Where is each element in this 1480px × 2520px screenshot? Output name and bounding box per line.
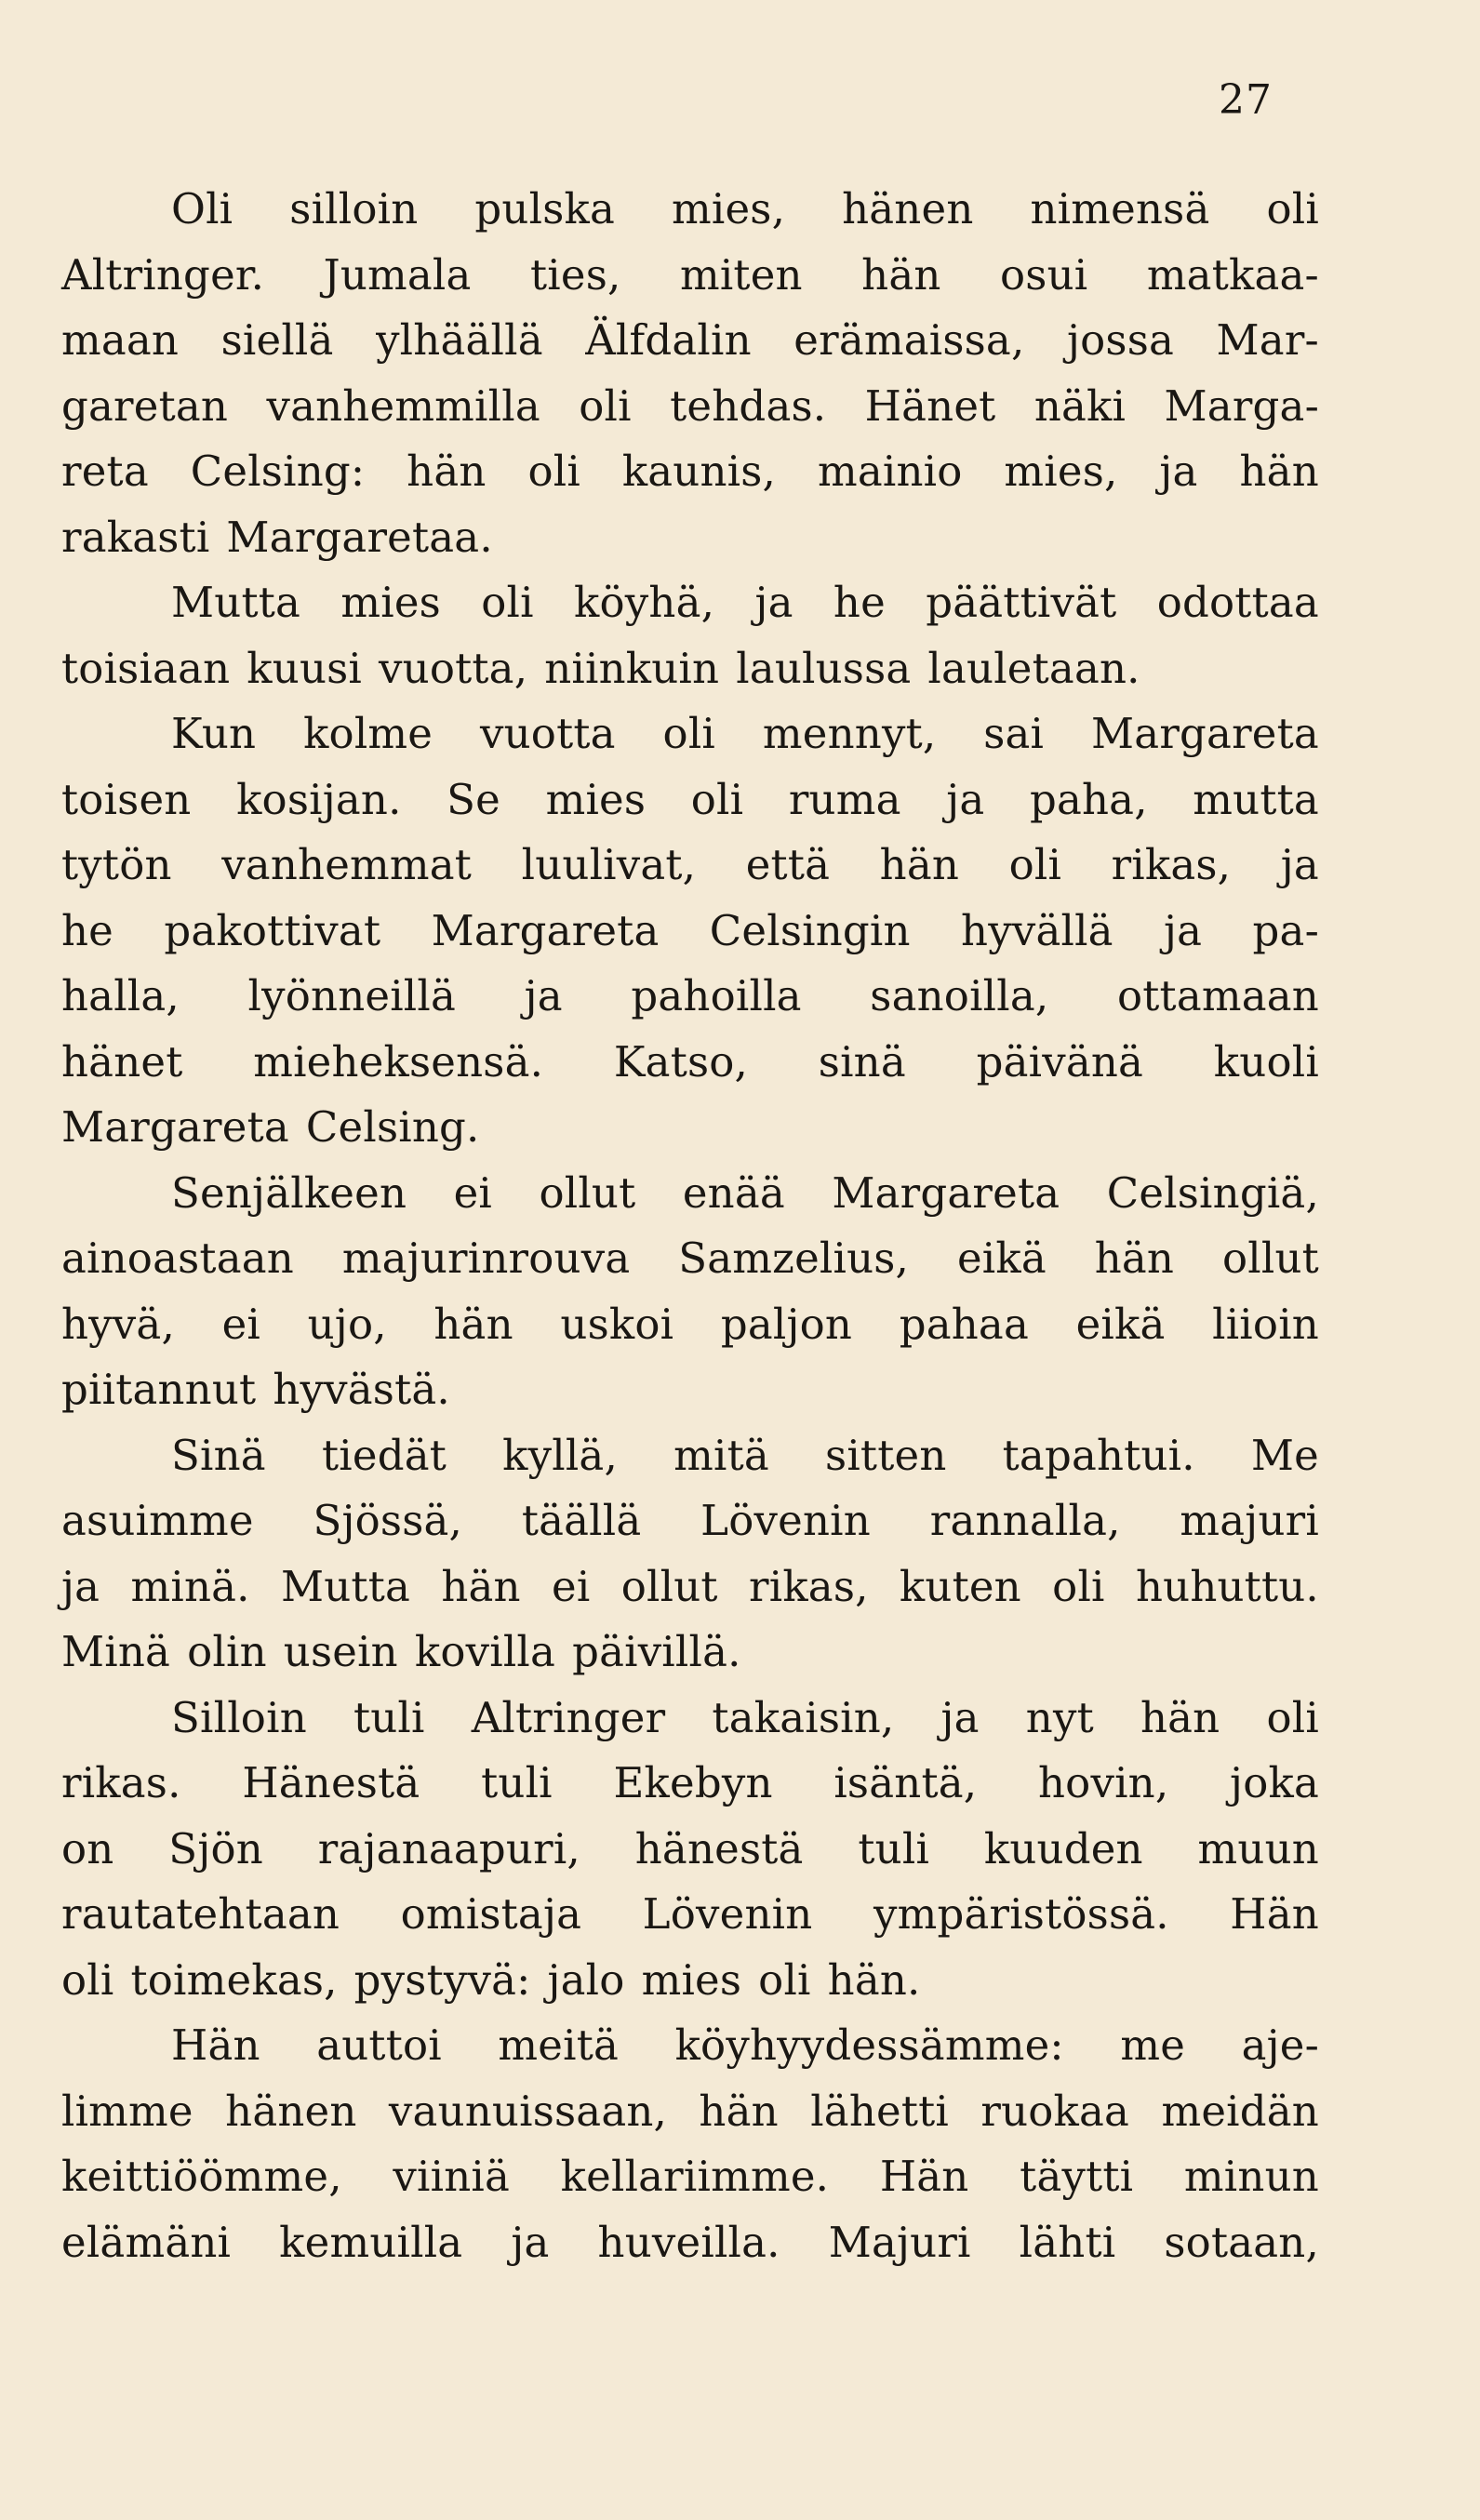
word: ja (61, 1561, 100, 1611)
word: jalo (547, 1954, 625, 2005)
text-line (61, 1882, 1319, 1948)
text-line (61, 1292, 1319, 1358)
word: lyönneillä (247, 971, 457, 1020)
word: sanoilla, (870, 971, 1049, 1020)
text-line (61, 1817, 1319, 1883)
word: elämäni (61, 2217, 232, 2267)
word: limme (61, 2086, 193, 2136)
word: ei (221, 1299, 261, 1349)
word: oli (579, 380, 632, 431)
word: hovin, (1037, 1758, 1169, 1807)
word: mies, (672, 184, 786, 233)
word: huveilla. (597, 2217, 780, 2267)
word: ruokaa (980, 2086, 1130, 2136)
word: hän (1140, 1692, 1220, 1742)
word: hän (861, 249, 941, 300)
word: tehdas. (670, 380, 827, 431)
word: majuri (1180, 1496, 1319, 1545)
word: kolme (303, 709, 433, 758)
word: sotaan, (1164, 2217, 1319, 2267)
word: mitä (673, 1430, 769, 1480)
word: niinkuin (544, 643, 720, 693)
word: hän (879, 840, 960, 889)
word: Mutta (280, 1561, 411, 1611)
text-line (61, 1226, 1319, 1292)
word: pystyvä: (353, 1954, 531, 2005)
word: halla, (61, 971, 180, 1020)
word: tapahtui. (1002, 1430, 1195, 1480)
word: kyllä, (502, 1430, 618, 1480)
text-line (61, 1095, 1319, 1161)
word: toisen (61, 774, 192, 824)
word: mies (340, 578, 441, 627)
word: nyt (1025, 1692, 1094, 1742)
word: rikas. (61, 1758, 181, 1807)
word: Celsingin (709, 905, 911, 955)
word: piitannut (61, 1365, 257, 1414)
word: rikas, (749, 1561, 869, 1611)
word: hän. (827, 1954, 921, 2005)
word: hän (699, 2086, 779, 2136)
word: luulivat, (521, 840, 697, 889)
word: Se (447, 774, 501, 824)
word: Hänestä (242, 1758, 420, 1807)
word: siellä (220, 315, 334, 365)
word: Margareta (832, 1167, 1060, 1218)
text-line (61, 1554, 1319, 1620)
word: minun (1183, 2152, 1319, 2201)
word: Lövenin (700, 1496, 871, 1545)
word: toisiaan (61, 643, 231, 693)
word: hän (433, 1299, 513, 1349)
word: oli (1266, 184, 1319, 233)
word: Me (1250, 1430, 1319, 1480)
word: Altringer (471, 1692, 666, 1742)
word: asuimme (61, 1496, 254, 1545)
word: Marga- (1164, 380, 1319, 431)
word: viiniä (393, 2152, 510, 2201)
text-line (61, 2079, 1319, 2145)
word: kuten (899, 1561, 1021, 1611)
word: Lövenin (642, 1889, 813, 1939)
word: minä. (130, 1561, 250, 1611)
word: he (61, 905, 114, 955)
word: olin (187, 1627, 267, 1676)
word: Sinä (171, 1430, 266, 1480)
word: jossa (1066, 315, 1175, 365)
word: oli (662, 709, 716, 758)
word: kuoli (1213, 1036, 1319, 1087)
word: Hän (879, 2152, 969, 2201)
word: Minä (61, 1627, 171, 1676)
text-line (61, 833, 1319, 899)
word: Margareta (61, 1102, 289, 1152)
word: usein (283, 1627, 398, 1676)
text-line (61, 374, 1319, 440)
word: Altringer. (61, 249, 265, 300)
word: ja (946, 774, 985, 824)
text-line (61, 570, 1319, 636)
word: Margareta (431, 905, 660, 955)
word: kuusi (247, 643, 363, 693)
text-line (61, 964, 1319, 1030)
text-line (61, 1423, 1319, 1489)
word: että (745, 840, 831, 889)
text-line (61, 636, 1319, 702)
word: sinä (818, 1036, 906, 1087)
word: hän (1239, 447, 1319, 496)
word: ottamaan (1116, 971, 1319, 1020)
text-line (61, 439, 1319, 505)
word: näki (1033, 380, 1127, 431)
word: Mutta (171, 578, 301, 627)
word: matkaa- (1146, 249, 1319, 300)
word: Jumala (323, 249, 472, 300)
word: kovilla (414, 1627, 556, 1676)
word: ja (1280, 840, 1319, 889)
word: oli (527, 447, 580, 496)
word: miten (679, 249, 803, 300)
word: tytön (61, 840, 172, 889)
word: mies (545, 774, 647, 824)
word: silloin (289, 184, 419, 233)
word: majurinrouva (341, 1233, 631, 1283)
word: Hän (171, 2020, 260, 2070)
word: hänen (842, 184, 974, 233)
word: ainoastaan (61, 1233, 294, 1283)
text-line (61, 1948, 1319, 2014)
text-line (61, 1030, 1319, 1096)
word: Margareta (1091, 709, 1319, 758)
word: Senjälkeen (171, 1167, 407, 1218)
word: hänet (61, 1036, 183, 1087)
word: ollut (1221, 1233, 1319, 1283)
word: Älfdalin (585, 315, 752, 365)
word: huhuttu. (1135, 1561, 1319, 1611)
text-line (61, 1751, 1319, 1817)
text-line (61, 1161, 1319, 1227)
word: on (61, 1823, 114, 1873)
word: oli (1008, 840, 1062, 889)
word: mennyt, (762, 709, 937, 758)
word: sai (983, 709, 1045, 758)
text-line (61, 1686, 1319, 1752)
word: Sjön (168, 1823, 263, 1873)
word: takaisin, (712, 1692, 895, 1742)
word: hyvästä. (273, 1365, 450, 1414)
word: kaunis, (621, 447, 777, 496)
word: tuli (353, 1692, 425, 1742)
word: lauletaan. (927, 643, 1140, 693)
word: tuli (481, 1758, 553, 1807)
text-line (61, 2210, 1319, 2276)
word: hän (441, 1561, 521, 1611)
word: ties, (530, 249, 621, 300)
word: enää (682, 1167, 785, 1218)
word: rakasti (61, 512, 210, 562)
word: paha, (1029, 774, 1148, 824)
word: hänestä (634, 1823, 804, 1873)
word: auttoi (316, 2020, 442, 2070)
word: nimensä (1030, 184, 1210, 233)
text-line (61, 701, 1319, 767)
word: ja (524, 971, 563, 1020)
word: hän (407, 447, 487, 496)
word: Mar- (1216, 315, 1319, 365)
word: Katso, (613, 1036, 749, 1087)
word: Margaretaa. (226, 512, 493, 562)
word: pahaa (899, 1299, 1029, 1349)
word: rannalla, (929, 1496, 1121, 1545)
word: hyvä, (61, 1299, 175, 1349)
word: mies, (1004, 447, 1118, 496)
word: Silloin (171, 1692, 307, 1742)
word: hyvällä (961, 905, 1113, 955)
word: hän (1094, 1233, 1175, 1283)
word: Sjössä, (313, 1496, 463, 1545)
word: päivänä (976, 1036, 1144, 1087)
word: Hän (1230, 1889, 1319, 1939)
text-line (61, 1488, 1319, 1554)
word: rajanaapuri, (317, 1823, 580, 1873)
word: kellariimme. (560, 2152, 830, 2201)
text-line (61, 1620, 1319, 1686)
word: ja (1164, 905, 1203, 955)
text-line (61, 243, 1319, 309)
word: maan (61, 315, 180, 365)
word: Majuri (828, 2217, 971, 2267)
word: omistaja (400, 1889, 582, 1939)
word: me (1120, 2020, 1186, 2070)
text-line (61, 505, 1319, 571)
text-line (61, 767, 1319, 833)
text-line (61, 1357, 1319, 1423)
word: reta (61, 447, 149, 496)
word: oli (758, 1954, 811, 2005)
text-line (61, 2144, 1319, 2210)
word: ollut (620, 1561, 718, 1611)
word: Oli (171, 184, 233, 233)
word: uskoi (560, 1299, 674, 1349)
word: laulussa (736, 643, 912, 693)
word: mies (641, 1954, 742, 2005)
word: muun (1197, 1823, 1319, 1873)
word: ujo, (307, 1299, 387, 1349)
word: erämaissa, (793, 315, 1025, 365)
word: Ekebyn (613, 1758, 773, 1807)
word: Samzelius, (678, 1233, 910, 1283)
word: toimekas, (130, 1954, 338, 2005)
word: ollut (539, 1167, 636, 1218)
word: liioin (1212, 1299, 1319, 1349)
word: pa- (1252, 905, 1319, 955)
word: mieheksensä. (253, 1036, 544, 1087)
word: mainio (817, 447, 963, 496)
word: sitten (825, 1430, 947, 1480)
word: he (833, 578, 886, 627)
word: oli (1266, 1692, 1319, 1742)
word: vanhemmat (221, 840, 473, 889)
word: vuotta, (379, 643, 528, 693)
word: lähti (1019, 2217, 1116, 2267)
text-line (61, 2013, 1319, 2079)
word: ei (453, 1167, 493, 1218)
word: ylhäällä (376, 315, 543, 365)
word: ja (754, 578, 793, 627)
word: ympäristössä. (873, 1889, 1169, 1939)
word: Celsing. (305, 1102, 480, 1152)
word: Hänet (864, 380, 996, 431)
text-line (61, 899, 1319, 965)
word: päättivät (926, 578, 1117, 627)
word: keittiöömme, (61, 2152, 342, 2201)
word: mutta (1193, 774, 1319, 824)
word: oli (1052, 1561, 1105, 1611)
text-line (61, 308, 1319, 374)
word: kosijan. (236, 774, 402, 824)
word: tiedät (321, 1430, 447, 1480)
word: ruma (788, 774, 901, 824)
word: odottaa (1156, 578, 1319, 627)
word: kuuden (983, 1823, 1143, 1873)
word: ei (552, 1561, 591, 1611)
text-line (61, 177, 1319, 243)
word: Celsingiä, (1106, 1167, 1319, 1218)
word: vuotta (479, 709, 616, 758)
word: garetan (61, 380, 229, 431)
word: ja (511, 2217, 550, 2267)
word: kemuilla (279, 2217, 463, 2267)
word: rikas, (1111, 840, 1232, 889)
word: paljon (720, 1299, 853, 1349)
word: pahoilla (631, 971, 802, 1020)
word: eikä (956, 1233, 1047, 1283)
word: eikä (1075, 1299, 1166, 1349)
word: isäntä, (833, 1758, 978, 1807)
word: osui (1000, 249, 1088, 300)
word: joka (1230, 1758, 1319, 1807)
word: pakottivat (164, 905, 381, 955)
word: ja (940, 1692, 980, 1742)
word: täällä (521, 1496, 642, 1545)
word: aje- (1241, 2020, 1319, 2070)
word: vaunuissaan, (388, 2086, 668, 2136)
word: köyhä, (574, 578, 715, 627)
word: täytti (1020, 2152, 1134, 2201)
word: lähetti (810, 2086, 949, 2136)
word: Celsing: (190, 447, 366, 496)
word: päivillä. (572, 1627, 741, 1676)
word: rautatehtaan (61, 1889, 340, 1939)
word: ja (1159, 447, 1198, 496)
word: vanhemmilla (266, 380, 540, 431)
word: meitä (498, 2020, 620, 2070)
word: oli (61, 1954, 114, 2005)
word: tuli (858, 1823, 930, 1873)
word: Kun (171, 709, 257, 758)
word: hänen (225, 2086, 357, 2136)
word: oli (690, 774, 744, 824)
word: pulska (474, 184, 615, 233)
page-number: 27 (1219, 76, 1273, 124)
word: köyhyydessämme: (674, 2020, 1064, 2070)
body-text (61, 177, 1319, 2275)
word: meidän (1161, 2086, 1319, 2136)
word: oli (481, 578, 534, 627)
